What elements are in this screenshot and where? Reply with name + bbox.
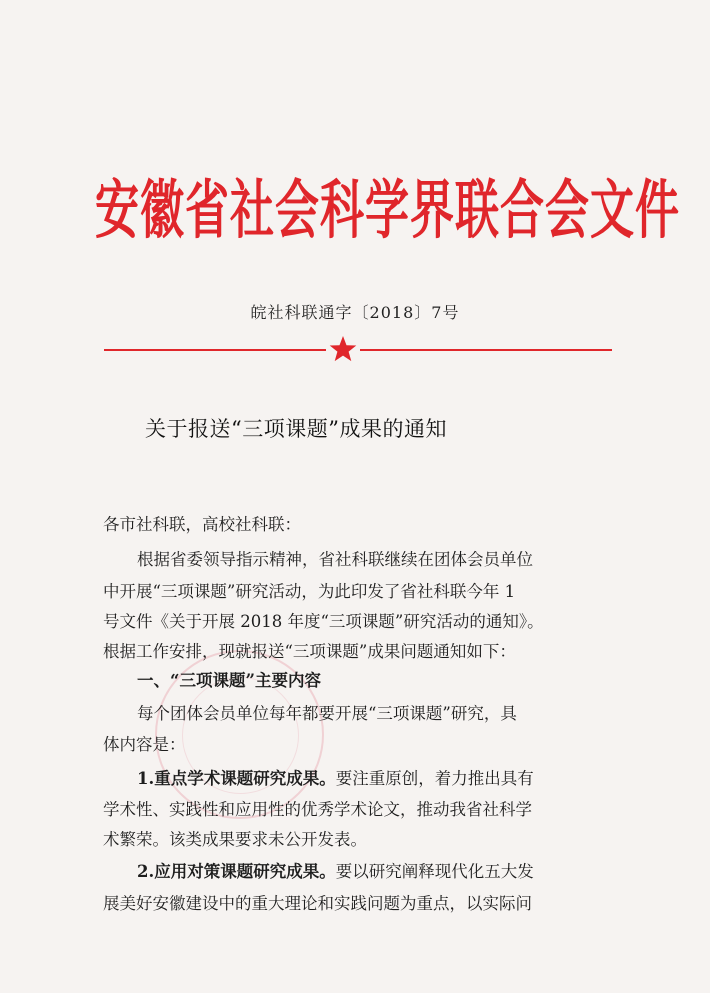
item2-line: 展美好安徽建设中的重大理论和实践问题为重点，以实际问 <box>103 894 532 913</box>
section1-heading: 一、“三项课题”主要内容 <box>137 671 321 690</box>
bleed-through-text <box>112 108 632 138</box>
header-rule-right <box>360 349 612 351</box>
item1-text: 要注重原创，着力推出具有 <box>335 769 534 788</box>
para2-line: 体内容是： <box>103 735 186 754</box>
document-number: 皖社科联通字〔2018〕7号 <box>250 303 460 322</box>
notice-title: 关于报送“三项课题”成果的通知 <box>145 417 447 441</box>
item1-line: 学术性、实践性和应用性的优秀学术论文，推动我省社科学 <box>103 800 532 819</box>
item2-line <box>137 858 534 882</box>
letterhead-title: 安徽省社会科学界联合会文件 <box>95 173 680 248</box>
para1-line: 根据省委领导指示精神，省社科联继续在团体会员单位 <box>137 550 533 569</box>
para1-line: 中开展“三项课题”研究活动，为此印发了省社科联今年 1 <box>103 582 516 601</box>
para2-line: 每个团体会员单位每年都要开展“三项课题”研究，具 <box>137 704 517 723</box>
item1-line: 术繁荣。该类成果要求未公开发表。 <box>103 830 367 849</box>
bleed-through-text <box>112 78 632 108</box>
item1-label: 1.重点学术课题研究成果。 <box>137 769 336 788</box>
recipients: 各市社科联，高校社科联： <box>103 515 301 534</box>
item2-text: 要以研究阐释现代化五大发 <box>335 862 534 881</box>
para1-line: 号文件《关于开展 2018 年度“三项课题”研究活动的通知》。 <box>103 612 544 631</box>
red-star-icon <box>328 334 358 364</box>
para1-line: 根据工作安排，现就报送“三项课题”成果问题通知如下： <box>103 642 516 661</box>
item1-line <box>137 765 534 789</box>
item2-label: 2.应用对策课题研究成果。 <box>137 862 336 881</box>
header-rule-left <box>104 349 326 351</box>
